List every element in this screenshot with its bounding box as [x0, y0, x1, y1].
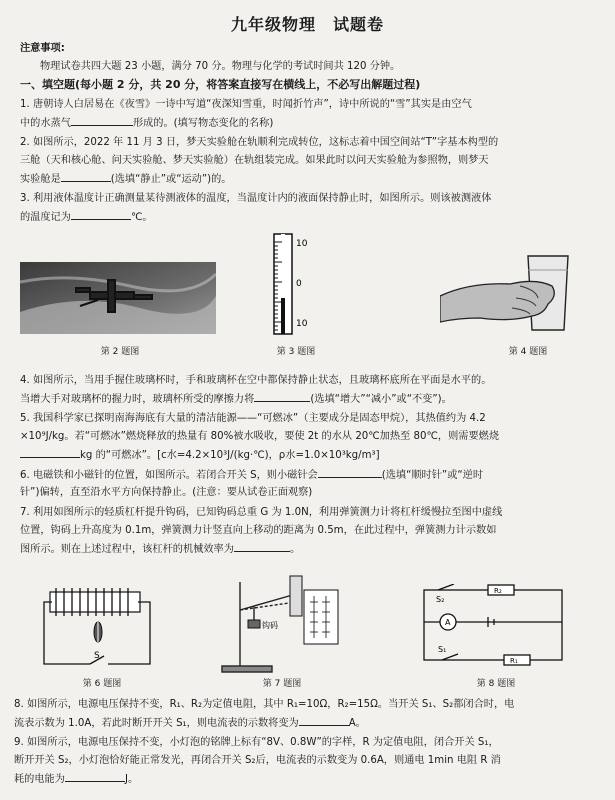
thermometer-label-top: 10 — [296, 239, 308, 249]
q4-text-a: 当增大手对玻璃杯的握力时，玻璃杯所受的摩擦力将 — [20, 394, 255, 405]
q5-line3 — [20, 446, 380, 465]
q6-text-a: 6. 电磁铁和小磁针的位置，如图所示。若闭合开关 S，则小磁针会 — [20, 470, 318, 481]
q7-answer-blank[interactable] — [234, 540, 290, 552]
circuit-diagram — [418, 584, 568, 668]
fig8-s1-label: S₁ — [438, 645, 447, 654]
fig8-r2-label: R₂ — [494, 587, 502, 595]
fig7-caption: 第 7 题图 — [262, 679, 302, 689]
q3-answer-blank[interactable] — [71, 208, 131, 220]
q2-answer-blank[interactable] — [61, 170, 111, 182]
q8-line2 — [14, 714, 366, 733]
q6-answer-blank[interactable] — [318, 466, 382, 478]
thermometer-label-bottom: 10 — [296, 319, 308, 329]
hand-holding-glass — [440, 248, 590, 338]
q4-line2 — [20, 390, 452, 409]
page-title: 九年级物理 试题卷 — [230, 15, 384, 34]
q7-text-a: 图所示。则在上述过程中，该杠杆的机械效率为 — [20, 544, 234, 555]
q7-text-b: 。 — [289, 544, 301, 555]
notice-label: 注意事项: — [20, 43, 65, 54]
electromagnet-circuit — [40, 578, 164, 674]
q8-answer-blank[interactable] — [299, 714, 349, 726]
q2-line1: 2. 如图所示，2022 年 11 月 3 日，梦天实验舱在轨顺利完成转位，这标志着中国空间站“T”字基本构型的 — [20, 137, 499, 148]
q2-line2: 三舱（天和核心舱、问天实验舱、梦天实验舱）在轨组装完成。如果此时以问天实验舱为参照物，则梦天 — [20, 155, 489, 166]
fig8-r1-label: R₁ — [510, 657, 518, 665]
q8-text-b: A。 — [348, 718, 366, 729]
q6-line1 — [20, 466, 483, 485]
fig4-caption: 第 4 题图 — [508, 347, 548, 357]
q8-line1: 8. 如图所示，电源电压保持不变，R₁、R₂为定值电阻，其中 R₁=10Ω，R₂=15Ω。当开关 S₁、S₂都闭合时，电 — [14, 699, 515, 710]
fig8-caption: 第 8 题图 — [476, 679, 516, 689]
q3-line2 — [20, 208, 153, 227]
q5-text: kg 的“可燃冰”。[c水=4.2×10³J/(kg·℃)，ρ水=1.0×10³kg/m³] — [80, 450, 380, 461]
weights-label: 钩码 — [262, 621, 278, 630]
q9-text-a: 耗的电能为 — [14, 774, 65, 785]
q6-line2: 针”)偏转，直至沿水平方向保持静止。(注意：要从试卷正面观察) — [20, 487, 313, 498]
notice-text: 物理试卷共四大题 23 小题，满分 70 分。物理与化学的考试时间共 120 分钟。 — [40, 61, 401, 72]
fig6-caption: 第 6 题图 — [82, 679, 122, 689]
q5-answer-blank[interactable] — [20, 446, 80, 458]
q1-text-a: 中的水蒸气 — [20, 118, 71, 129]
q2-line3 — [20, 170, 232, 189]
q7-line2: 位置，钩码上升高度为 0.1m，弹簧测力计竖直向上移动的距离为 0.5m，在此过程中，弹簧测力计示数如 — [20, 525, 497, 536]
fig2-caption: 第 2 题图 — [100, 347, 140, 357]
fig3-caption: 第 3 题图 — [276, 347, 316, 357]
q4-line1: 4. 如图所示，当用手握住玻璃杯时，手和玻璃杯在空中都保持静止状态，且玻璃杯底所在平面是水平的。 — [20, 375, 492, 386]
thermometer-label-zero: 0 — [296, 279, 302, 289]
q3-text-a: 的温度记为 — [20, 212, 71, 223]
section1-heading: 一、填空题(每小题 2 分，共 20 分，将答案直接写在横线上，不必写出解题过程) — [20, 78, 421, 91]
space-station-photo — [20, 262, 216, 334]
q2-text-a: 实验舱是 — [20, 174, 61, 185]
fig6-switch-label: S — [94, 651, 100, 661]
fig8-s2-label: S₂ — [436, 595, 445, 604]
q3-text-b: ℃。 — [130, 212, 153, 223]
q9-line3 — [14, 770, 138, 789]
q1-text-b: 形成的。(填写物态变化的名称) — [132, 118, 274, 129]
q9-line1: 9. 如图所示，电源电压保持不变，小灯泡的铭牌上标有“8V、0.8W”的字样，R 为定值电阻，闭合开关 S₁， — [14, 737, 499, 748]
q9-answer-blank[interactable] — [65, 770, 125, 782]
q5-line1: 5. 我国科学家已探明南海海底有大量的清洁能源——“可燃冰”（主要成分是固态甲烷），其热值约为 4.2 — [20, 413, 486, 424]
q3-line1: 3. 利用液体温度计正确测量某待测液体的温度，当温度计内的液面保持静止时，如图所示。则该被测液体 — [20, 193, 492, 204]
q5-line2: ×10⁹J/kg。若“可燃冰”燃烧释放的热量有 80%被水吸收，要使 2t 的水从 20℃加热至 80℃，则需要燃烧 — [20, 431, 500, 442]
q2-text-b: (选填“静止”或“运动”)的。 — [110, 174, 232, 185]
q8-text-a: 流表示数为 1.0A，若此时断开开关 S₁，则电流表的示数将变为 — [14, 718, 299, 729]
q7-line1: 7. 利用如图所示的轻质杠杆提升钩码，已知钩码总重 G 为 1.0N，利用弹簧测力计将杠杆缓慢拉至图中虚线 — [20, 507, 503, 518]
thermometer-liquid-column — [281, 298, 285, 334]
q1-answer-blank[interactable] — [71, 114, 133, 126]
q4-text-b: (选填“增大”“减小”或“不变”)。 — [310, 394, 452, 405]
q9-text-b: J。 — [124, 774, 139, 785]
lever-apparatus — [218, 572, 348, 676]
q1-line1: 1. 唐朝诗人白居易在《夜雪》一诗中写道“夜深知雪重，时闻折竹声”，诗中所说的“雪”其实是由空气 — [20, 99, 472, 110]
fig8-ammeter-label: A — [445, 618, 451, 627]
thermometer — [264, 232, 320, 336]
q7-line3 — [20, 540, 300, 559]
q6-text-b: (选填“顺时针”或“逆时 — [381, 470, 484, 481]
q4-answer-blank[interactable] — [254, 390, 310, 402]
q9-line2: 断开开关 S₂，小灯泡恰好能正常发光，再闭合开关 S₂后，电流表的示数变为 0.6A，则通电 1min 电阻 R 消 — [14, 755, 501, 766]
q1-line2 — [20, 114, 273, 133]
